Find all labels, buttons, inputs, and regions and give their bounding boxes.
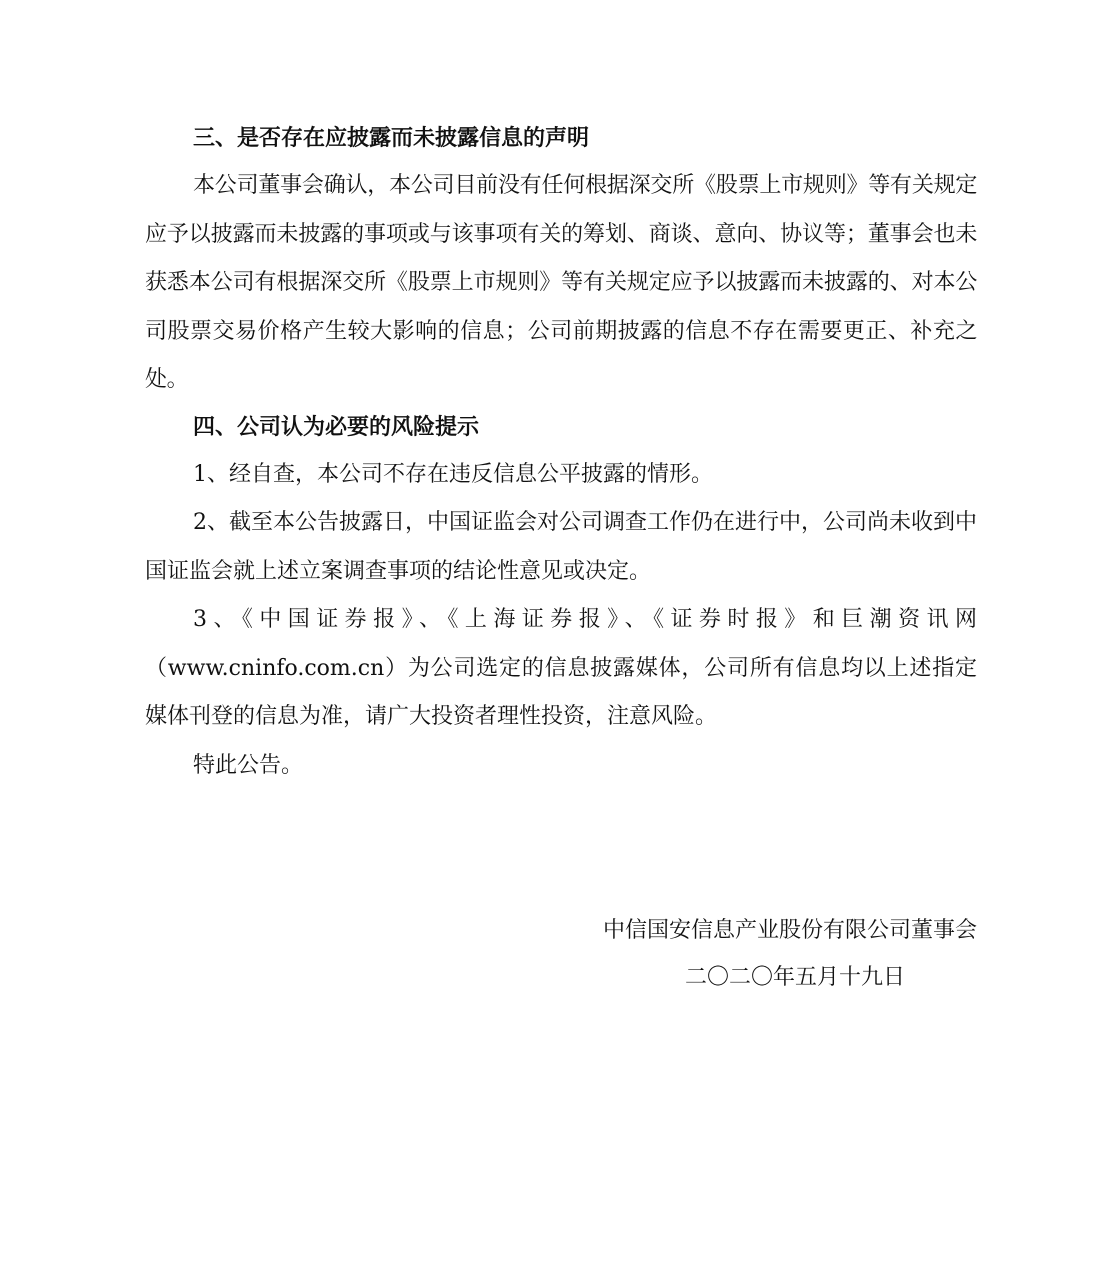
risk-item-2: 2、截至本公告披露日，中国证监会对公司调查工作仍在进行中，公司尚未收到中国证监会就上述立案调查事项的结论性意见或决定。	[145, 510, 977, 584]
closing-statement: 特此公告。	[193, 752, 304, 778]
section-3-body: 本公司董事会确认，本公司目前没有任何根据深交所《股票上市规则》等有关规定应予以披露而未披露的事项或与该事项有关的筹划、商谈、意向、协议等；董事会也未获悉本公司有根据深交所《股票上市规则》等有关规定应予以披露而未披露的、对本公司股票交易价格产生较大影响的信息；公司前期披露的信息不存在需要更正、补充之处。	[145, 173, 977, 392]
section-4-heading: 四、公司认为必要的风险提示	[193, 414, 480, 440]
document-body	[145, 116, 977, 790]
signature-date: 二〇二〇年五月十九日	[684, 965, 905, 990]
section-3-heading: 三、是否存在应披露而未披露信息的声明	[193, 126, 590, 151]
risk-item-1: 1、经自查，本公司不存在违反信息公平披露的情形。	[193, 461, 713, 487]
signature-company: 中信国安信息产业股份有限公司董事会	[602, 918, 977, 943]
risk-item-3: 3、《中国证券报》、《上海证券报》、《证券时报》和巨潮资讯网（www.cninfo.com.cn）为公司选定的信息披露媒体，公司所有信息均以上述指定媒体刊登的信息为准，请广大投资者理性投资，注意风险。	[145, 607, 977, 729]
